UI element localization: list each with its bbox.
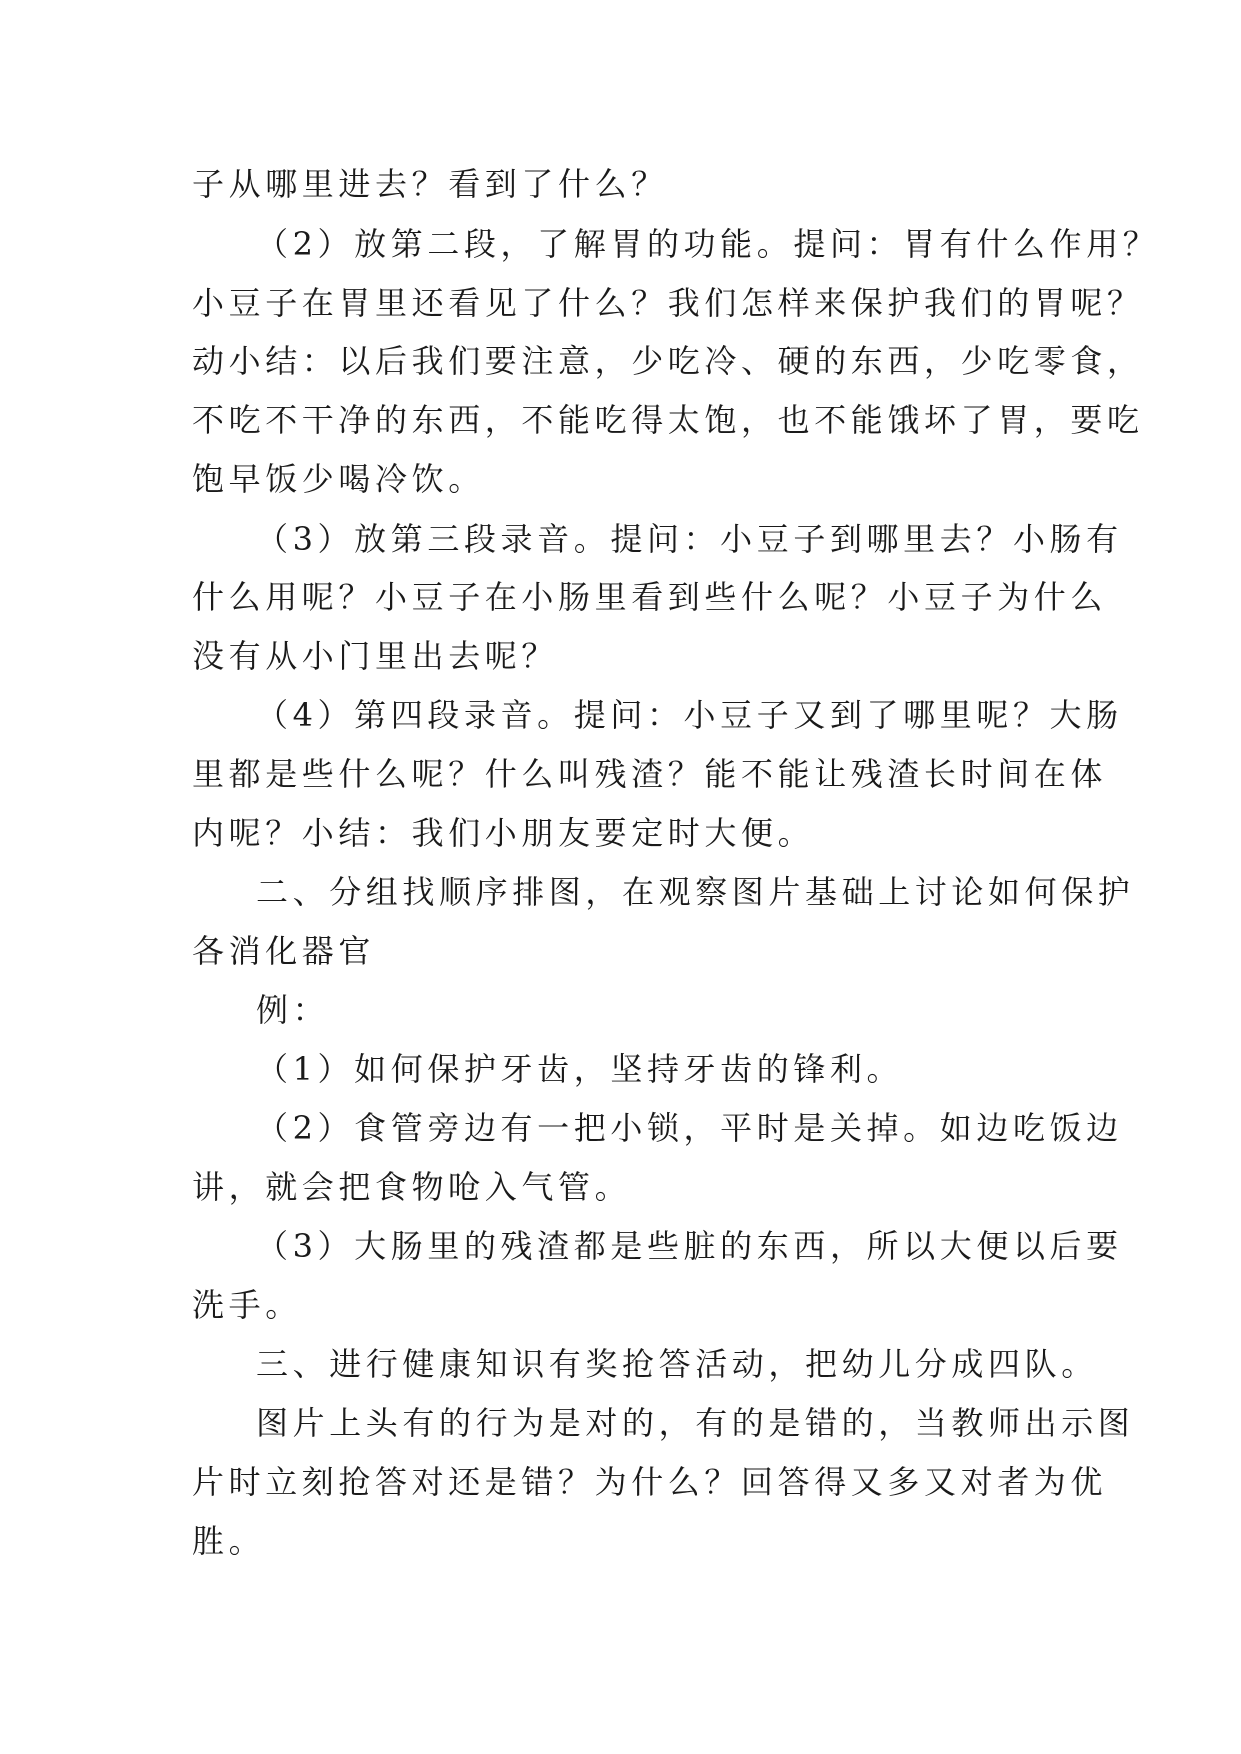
text-line: 讲，就会把食物呛入气管。 (192, 1168, 632, 1206)
text-line: （4）第四段录音。提问：小豆子又到了哪里呢？大肠 (256, 696, 1123, 734)
text-line: 什么用呢？小豆子在小肠里看到些什么呢？小豆子为什么 (192, 578, 1108, 616)
text-line: （2）食管旁边有一把小锁，平时是关掉。如边吃饭边 (256, 1109, 1123, 1147)
text-line: 图片上头有的行为是对的，有的是错的，当教师出示图 (256, 1404, 1135, 1442)
text-line: （1）如何保护牙齿，坚持牙齿的锋利。 (256, 1050, 904, 1088)
text-line: 各消化器官 (192, 932, 376, 970)
text-line: 例： (256, 991, 330, 1029)
text-line: 子从哪里进去？看到了什么？ (192, 165, 668, 203)
text-line: 内呢？小结：我们小朋友要定时大便。 (192, 814, 815, 852)
text-line: 没有从小门里出去呢？ (192, 637, 559, 675)
text-line: （3）大肠里的残渣都是些脏的东西，所以大便以后要 (256, 1227, 1123, 1265)
text-line: 动小结：以后我们要注意，少吃冷、硬的东西，少吃零食， (192, 342, 1144, 380)
text-line: 三、进行健康知识有奖抢答活动，把幼儿分成四队。 (256, 1345, 1098, 1383)
text-line: 胜。 (192, 1522, 266, 1560)
text-line: （3）放第三段录音。提问：小豆子到哪里去？小肠有 (256, 520, 1123, 558)
text-line: 小豆子在胃里还看见了什么？我们怎样来保护我们的胃呢？ (192, 284, 1144, 322)
text-line: 饱早饭少喝冷饮。 (192, 460, 485, 498)
text-line: 里都是些什么呢？什么叫残渣？能不能让残渣长时间在体 (192, 755, 1108, 793)
text-line: 不吃不干净的东西，不能吃得太饱，也不能饿坏了胃，要吃 (192, 401, 1144, 439)
text-line: 洗手。 (192, 1286, 302, 1324)
text-line: 二、分组找顺序排图，在观察图片基础上讨论如何保护 (256, 873, 1135, 911)
text-line: 片时立刻抢答对还是错？为什么？回答得又多又对者为优 (192, 1463, 1108, 1501)
text-line: （2）放第二段，了解胃的功能。提问：胃有什么作用？ (256, 225, 1160, 263)
